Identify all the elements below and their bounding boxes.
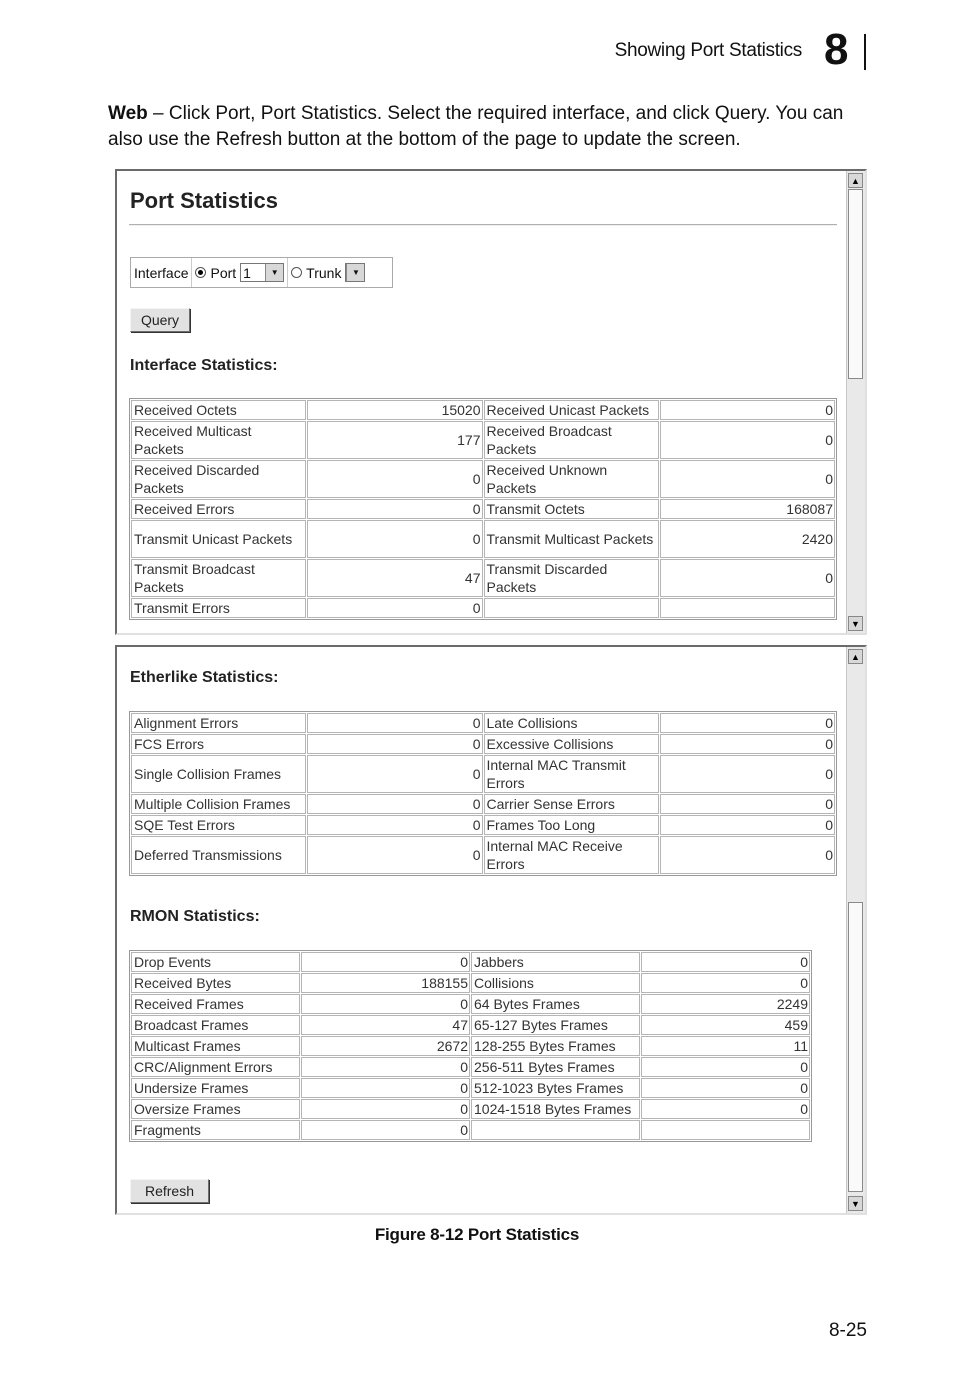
stat-value: 2249 [641,994,810,1014]
stat-value: 0 [660,734,835,754]
figure-caption: Figure 8-12 Port Statistics [374,1225,580,1244]
stat-label [471,1120,640,1140]
table-row [131,755,835,793]
stat-label: Internal MAC Transmit Errors [484,755,659,793]
stat-label: Collisions [471,973,640,993]
stat-value: 47 [307,559,482,597]
stat-label: Received Unicast Packets [484,400,659,420]
table-row [131,973,810,993]
stat-label: Internal MAC Receive Errors [484,836,659,874]
table-row [131,559,835,597]
stat-label: Multicast Frames [131,1036,300,1056]
stat-label: Transmit Multicast Packets [484,520,659,558]
stat-value: 0 [660,815,835,835]
scroll-down-icon[interactable]: ▼ [848,1196,863,1211]
chevron-down-icon[interactable]: ▼ [265,264,283,281]
running-header-title: Showing Port Statistics [614,40,802,61]
table-row [131,952,810,972]
table-row [131,836,835,874]
table-row [131,713,835,733]
stat-value [660,598,835,618]
port-select-value: 1 [243,264,251,281]
etherlike-statistics-heading: Etherlike Statistics: [130,669,279,686]
chapter-number: 8 [824,25,849,74]
port-statistics-window-top [115,169,867,635]
stat-label: Transmit Discarded Packets [484,559,659,597]
stat-label: Received Multicast Packets [131,421,306,459]
stat-value: 0 [660,400,835,420]
stat-label: Transmit Errors [131,598,306,618]
stat-label: Undersize Frames [131,1078,300,1098]
table-row [131,734,835,754]
stat-label: Carrier Sense Errors [484,794,659,814]
stat-value: 2420 [660,520,835,558]
scrollbar-thumb[interactable] [848,902,863,1192]
intro-text: – Click Port, Port Statistics. Select the required interface, and click Query. You can also use the Refresh button at the bottom of the page to update the screen. [108,103,844,150]
stat-value: 0 [307,794,482,814]
stat-label: Transmit Octets [484,499,659,519]
port-option[interactable] [192,258,288,287]
table-row [131,1015,810,1035]
interface-label: Interface [131,258,192,287]
scrollbar-top-window[interactable] [846,171,865,633]
table-row [131,794,835,814]
table-row [131,598,835,618]
trunk-radio-label: Trunk [306,264,342,281]
stat-value: 0 [660,794,835,814]
stat-label: Multiple Collision Frames [131,794,306,814]
trunk-option[interactable] [288,258,368,287]
table-row [131,1057,810,1077]
stat-value: 0 [307,836,482,874]
scroll-up-icon[interactable]: ▲ [848,173,863,188]
stat-value: 47 [301,1015,470,1035]
stat-label: 256-511 Bytes Frames [471,1057,640,1077]
stat-label: Jabbers [471,952,640,972]
stat-value: 0 [307,734,482,754]
stat-label: Received Broadcast Packets [484,421,659,459]
stat-label: Received Frames [131,994,300,1014]
stat-label: CRC/Alignment Errors [131,1057,300,1077]
stat-value: 0 [307,713,482,733]
interface-statistics-heading: Interface Statistics: [130,357,278,374]
table-row [131,460,835,498]
chapter-divider [864,34,866,70]
stat-label: Received Discarded Packets [131,460,306,498]
trunk-radio[interactable] [291,267,302,278]
stat-value: 0 [307,499,482,519]
stat-label: Single Collision Frames [131,755,306,793]
rmon-statistics-table [129,950,812,1142]
stat-label: Late Collisions [484,713,659,733]
stat-label: Frames Too Long [484,815,659,835]
stat-value: 11 [641,1036,810,1056]
stat-label: Oversize Frames [131,1099,300,1119]
stat-label: Received Bytes [131,973,300,993]
table-row [131,499,835,519]
stat-label: SQE Test Errors [131,815,306,835]
stat-label: Excessive Collisions [484,734,659,754]
port-radio[interactable] [195,267,206,278]
stat-value: 0 [641,1099,810,1119]
stat-label: Alignment Errors [131,713,306,733]
table-row [131,421,835,459]
intro-paragraph [108,101,878,153]
table-row [131,1120,810,1140]
stat-label: Deferred Transmissions [131,836,306,874]
stat-value: 168087 [660,499,835,519]
scrollbar-bottom-window[interactable] [846,647,865,1213]
stat-value: 188155 [301,973,470,993]
stat-label: Transmit Unicast Packets [131,520,306,558]
port-statistics-window-bottom [115,645,867,1215]
stat-label: 64 Bytes Frames [471,994,640,1014]
stat-value: 0 [660,559,835,597]
scroll-down-icon[interactable]: ▼ [848,616,863,631]
port-radio-label: Port [210,264,237,281]
etherlike-statistics-table [129,711,837,876]
stat-value: 0 [301,1099,470,1119]
table-row [131,520,835,558]
table-row [131,815,835,835]
stat-value: 0 [301,1120,470,1140]
trunk-select[interactable] [345,263,365,282]
stat-label: Fragments [131,1120,300,1140]
stat-label: Received Unknown Packets [484,460,659,498]
table-row [131,994,810,1014]
scroll-up-icon[interactable]: ▲ [848,649,863,664]
stat-value [641,1120,810,1140]
page-number: 8-25 [828,1320,867,1341]
interface-statistics-table [129,398,837,620]
stat-label: Drop Events [131,952,300,972]
stat-label: Transmit Broadcast Packets [131,559,306,597]
stat-value: 0 [660,755,835,793]
stat-value: 0 [660,421,835,459]
table-row [131,1036,810,1056]
page-title: Port Statistics [130,188,278,213]
title-divider [129,224,837,226]
stat-label [484,598,659,618]
stat-label: 65-127 Bytes Frames [471,1015,640,1035]
stat-label: 512-1023 Bytes Frames [471,1078,640,1098]
chevron-down-icon[interactable]: ▼ [346,264,364,281]
table-row [131,400,835,420]
stat-value: 177 [307,421,482,459]
stat-value: 459 [641,1015,810,1035]
stat-value: 0 [301,1078,470,1098]
stat-value: 0 [660,836,835,874]
stat-value: 0 [307,460,482,498]
stat-value: 0 [307,520,482,558]
rmon-statistics-heading: RMON Statistics: [130,908,260,925]
stat-value: 0 [641,973,810,993]
stat-label: 1024-1518 Bytes Frames [471,1099,640,1119]
scrollbar-thumb[interactable] [848,189,863,379]
stat-value: 0 [641,1057,810,1077]
stat-label: Broadcast Frames [131,1015,300,1035]
stat-label: FCS Errors [131,734,306,754]
table-row [131,1078,810,1098]
stat-value: 0 [660,460,835,498]
stat-value: 0 [641,1078,810,1098]
stat-value: 0 [301,1057,470,1077]
refresh-button[interactable]: Refresh [130,1179,209,1203]
stat-value: 0 [301,952,470,972]
stat-value: 0 [641,952,810,972]
query-button[interactable]: Query [130,308,190,332]
stat-value: 0 [301,994,470,1014]
stat-label: 128-255 Bytes Frames [471,1036,640,1056]
intro-lead: Web [108,103,148,124]
port-select[interactable] [240,263,284,282]
stat-value: 0 [660,713,835,733]
table-row [131,1099,810,1119]
stat-value: 0 [307,755,482,793]
stat-value: 2672 [301,1036,470,1056]
stat-value: 0 [307,815,482,835]
stat-value: 0 [307,598,482,618]
interface-selector [130,257,393,288]
stat-label: Received Errors [131,499,306,519]
stat-label: Received Octets [131,400,306,420]
stat-value: 15020 [307,400,482,420]
